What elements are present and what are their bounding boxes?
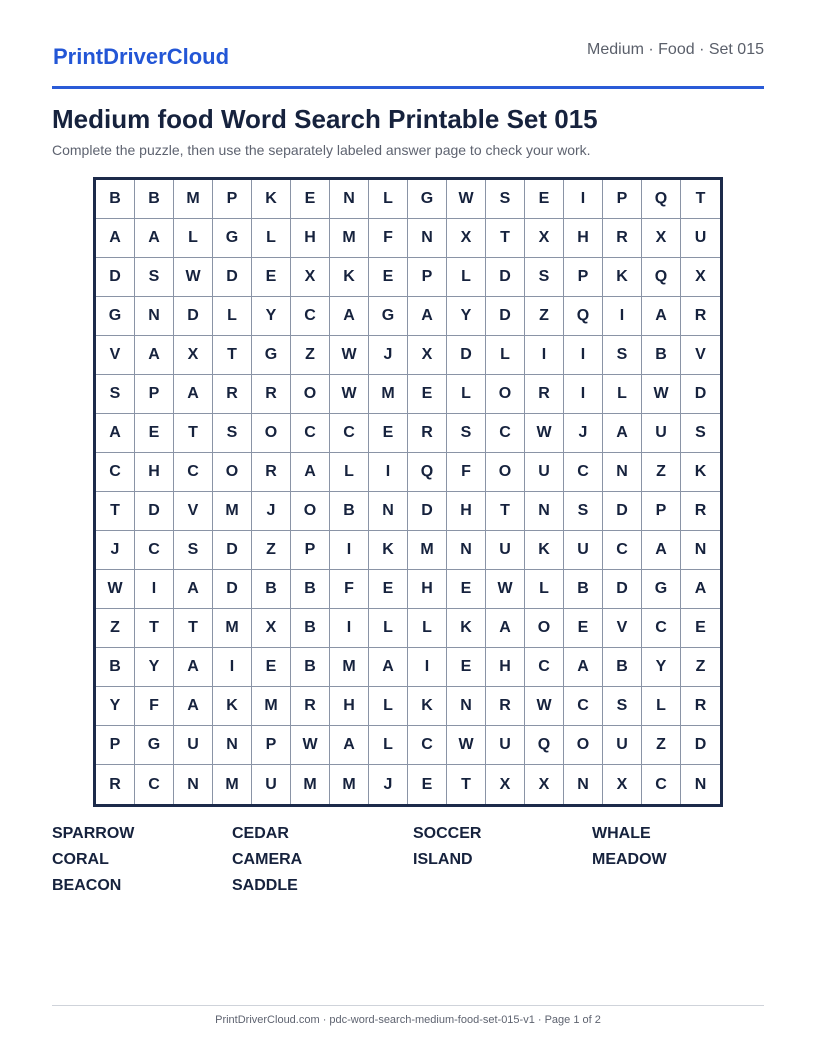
grid-cell: Y [447, 297, 486, 336]
grid-cell: N [330, 180, 369, 219]
grid-cell: S [486, 180, 525, 219]
grid-cell: X [681, 258, 720, 297]
grid-cell: V [603, 609, 642, 648]
grid-cell: U [603, 726, 642, 765]
grid-cell: L [447, 258, 486, 297]
grid-cell: C [291, 297, 330, 336]
grid-cell: T [681, 180, 720, 219]
grid-cell: D [447, 336, 486, 375]
grid-cell: D [603, 570, 642, 609]
grid-cell: R [681, 297, 720, 336]
grid-cell: B [564, 570, 603, 609]
grid-cell: U [486, 726, 525, 765]
grid-cell: M [408, 531, 447, 570]
grid-cell: A [174, 687, 213, 726]
grid-cell: U [564, 531, 603, 570]
grid-cell: U [681, 219, 720, 258]
grid-cell: U [642, 414, 681, 453]
grid-cell: A [330, 297, 369, 336]
grid-cell: D [135, 492, 174, 531]
grid-cell: E [369, 414, 408, 453]
grid-cell: P [252, 726, 291, 765]
grid-cell: N [135, 297, 174, 336]
grid-cell: Q [642, 258, 681, 297]
grid-cell: O [525, 609, 564, 648]
grid-cell: O [291, 375, 330, 414]
grid-cell: V [174, 492, 213, 531]
grid-cell: P [291, 531, 330, 570]
grid-cell: T [486, 492, 525, 531]
grid-cell: L [252, 219, 291, 258]
grid-cell: R [252, 453, 291, 492]
grid-cell: K [603, 258, 642, 297]
grid-cell: W [174, 258, 213, 297]
grid-cell: C [486, 414, 525, 453]
grid-cell: G [642, 570, 681, 609]
grid-cell: B [291, 648, 330, 687]
grid-cell: H [330, 687, 369, 726]
grid-cell: J [369, 336, 408, 375]
grid-cell: I [330, 531, 369, 570]
grid-cell: N [681, 531, 720, 570]
grid-cell: S [135, 258, 174, 297]
word-list-item: ISLAND [413, 851, 473, 868]
word-list-item: CEDAR [232, 825, 289, 842]
grid-cell: E [447, 648, 486, 687]
grid-cell: H [291, 219, 330, 258]
grid-cell: D [213, 570, 252, 609]
grid-cell: C [525, 648, 564, 687]
grid-cell: C [408, 726, 447, 765]
grid-cell: K [408, 687, 447, 726]
grid-cell: Q [564, 297, 603, 336]
grid-cell: A [291, 453, 330, 492]
grid-cell: M [213, 765, 252, 804]
grid-cell: Y [96, 687, 135, 726]
grid-cell: N [564, 765, 603, 804]
grid-cell: K [213, 687, 252, 726]
grid-cell: W [291, 726, 330, 765]
grid-cell: B [330, 492, 369, 531]
grid-cell: S [213, 414, 252, 453]
page-header [52, 0, 764, 89]
grid-cell: O [213, 453, 252, 492]
grid-cell: S [447, 414, 486, 453]
word-list-item: SPARROW [52, 825, 135, 842]
grid-cell: E [447, 570, 486, 609]
grid-cell: W [525, 414, 564, 453]
grid-cell: S [681, 414, 720, 453]
grid-cell: T [174, 609, 213, 648]
grid-cell: K [330, 258, 369, 297]
grid-cell: L [174, 219, 213, 258]
grid-cell: N [213, 726, 252, 765]
grid-cell: O [291, 492, 330, 531]
grid-cell: I [135, 570, 174, 609]
grid-cell: P [564, 258, 603, 297]
grid-cell: Q [525, 726, 564, 765]
word-search-grid [93, 177, 723, 807]
grid-cell: C [564, 687, 603, 726]
brand-logo[interactable]: PrintDriverCloud [53, 44, 230, 69]
grid-cell: G [213, 219, 252, 258]
grid-cell: N [447, 687, 486, 726]
grid-cell: P [96, 726, 135, 765]
grid-cell: M [213, 492, 252, 531]
grid-cell: Q [642, 180, 681, 219]
grid-cell: L [213, 297, 252, 336]
grid-cell: A [96, 219, 135, 258]
grid-cell: H [408, 570, 447, 609]
grid-cell: E [135, 414, 174, 453]
grid-cell: B [96, 648, 135, 687]
grid-cell: X [642, 219, 681, 258]
grid-cell: A [135, 219, 174, 258]
grid-cell: K [369, 531, 408, 570]
grid-cell: L [486, 336, 525, 375]
grid-cell: J [369, 765, 408, 804]
grid-cell: E [408, 375, 447, 414]
grid-cell: J [96, 531, 135, 570]
grid-cell: I [213, 648, 252, 687]
grid-cell: F [369, 219, 408, 258]
grid-cell: C [564, 453, 603, 492]
grid-cell: Q [408, 453, 447, 492]
grid-cell: X [447, 219, 486, 258]
grid-cell: B [291, 609, 330, 648]
footer-divider [52, 1005, 764, 1006]
grid-cell: D [603, 492, 642, 531]
grid-cell: T [213, 336, 252, 375]
grid-cell: D [408, 492, 447, 531]
grid-cell: C [642, 609, 681, 648]
grid-cell: M [291, 765, 330, 804]
grid-cell: X [525, 765, 564, 804]
page-subtitle: Complete the puzzle, then use the separately labeled answer page to check your work. [52, 142, 591, 158]
grid-cell: I [603, 297, 642, 336]
grid-cell: L [447, 375, 486, 414]
word-list-item: CAMERA [232, 851, 303, 868]
grid-cell: A [369, 648, 408, 687]
grid-cell: H [486, 648, 525, 687]
grid-cell: D [174, 297, 213, 336]
grid-cell: Y [135, 648, 174, 687]
grid-cell: W [447, 180, 486, 219]
grid-cell: W [525, 687, 564, 726]
grid-cell: U [525, 453, 564, 492]
grid-cell: U [252, 765, 291, 804]
grid-cell: D [681, 375, 720, 414]
word-list-item: MEADOW [592, 851, 667, 868]
grid-cell: C [330, 414, 369, 453]
grid-cell: C [642, 765, 681, 804]
grid-cell: A [174, 648, 213, 687]
grid-cell: D [213, 531, 252, 570]
grid-cell: R [603, 219, 642, 258]
grid-cell: M [252, 687, 291, 726]
grid-cell: P [213, 180, 252, 219]
grid-cell: G [135, 726, 174, 765]
grid-cell: I [525, 336, 564, 375]
grid-cell: K [252, 180, 291, 219]
grid-cell: L [408, 609, 447, 648]
grid-cell: L [642, 687, 681, 726]
grid-cell: X [408, 336, 447, 375]
grid-cell: V [96, 336, 135, 375]
grid-cell: E [369, 258, 408, 297]
grid-cell: M [369, 375, 408, 414]
grid-cell: W [330, 336, 369, 375]
grid-cell: K [447, 609, 486, 648]
grid-cell: X [486, 765, 525, 804]
grid-cell: E [525, 180, 564, 219]
grid-cell: C [135, 531, 174, 570]
grid-cell: L [369, 180, 408, 219]
grid-cell: A [486, 609, 525, 648]
grid-cell: A [174, 375, 213, 414]
grid-cell: H [564, 219, 603, 258]
grid-cell: H [447, 492, 486, 531]
grid-cell: T [486, 219, 525, 258]
grid-cell: U [174, 726, 213, 765]
grid-cell: R [525, 375, 564, 414]
grid-cell: X [525, 219, 564, 258]
grid-cell: A [174, 570, 213, 609]
grid-cell: R [681, 687, 720, 726]
grid-cell: I [564, 180, 603, 219]
grid-cell: S [564, 492, 603, 531]
grid-cell: Y [252, 297, 291, 336]
grid-cell: G [408, 180, 447, 219]
grid-cell: X [291, 258, 330, 297]
grid-cell: K [525, 531, 564, 570]
word-list-item: SADDLE [232, 877, 298, 894]
grid-cell: L [525, 570, 564, 609]
grid-cell: E [564, 609, 603, 648]
grid-cell: I [564, 375, 603, 414]
grid-cell: W [330, 375, 369, 414]
grid-cell: J [252, 492, 291, 531]
grid-cell: L [330, 453, 369, 492]
grid-cell: G [369, 297, 408, 336]
grid-cell: C [603, 531, 642, 570]
grid-cell: P [135, 375, 174, 414]
grid-cell: Z [681, 648, 720, 687]
grid-cell: O [486, 453, 525, 492]
grid-cell: M [330, 765, 369, 804]
grid-cell: A [564, 648, 603, 687]
grid-cell: M [174, 180, 213, 219]
grid-cell: Z [525, 297, 564, 336]
grid-cell: S [525, 258, 564, 297]
grid-cell: A [135, 336, 174, 375]
grid-cell: L [369, 609, 408, 648]
grid-cell: G [252, 336, 291, 375]
grid-cell: D [681, 726, 720, 765]
grid-cell: B [135, 180, 174, 219]
grid-cell: L [603, 375, 642, 414]
grid-cell: R [486, 687, 525, 726]
grid-cell: E [291, 180, 330, 219]
grid-cell: T [174, 414, 213, 453]
grid-cell: I [408, 648, 447, 687]
grid-cell: A [642, 531, 681, 570]
word-list-item: CORAL [52, 851, 109, 868]
grid-cell: R [681, 492, 720, 531]
grid-cell: L [369, 687, 408, 726]
grid-cell: S [603, 336, 642, 375]
grid-cell: Y [642, 648, 681, 687]
grid-cell: B [642, 336, 681, 375]
grid-cell: Z [642, 726, 681, 765]
grid-cell: H [135, 453, 174, 492]
grid-cell: R [252, 375, 291, 414]
grid-cell: Z [642, 453, 681, 492]
grid-cell: A [408, 297, 447, 336]
word-list [52, 825, 772, 895]
grid-cell: D [486, 258, 525, 297]
grid-cell: F [330, 570, 369, 609]
grid-cell: B [291, 570, 330, 609]
grid-cell: V [681, 336, 720, 375]
grid-cell: Z [291, 336, 330, 375]
grid-cell: S [603, 687, 642, 726]
grid-cell: N [447, 531, 486, 570]
grid-cell: E [408, 765, 447, 804]
grid-cell: G [96, 297, 135, 336]
grid-cell: D [213, 258, 252, 297]
grid-cell: W [447, 726, 486, 765]
grid-cell: F [135, 687, 174, 726]
grid-cell: Z [252, 531, 291, 570]
grid-cell: U [486, 531, 525, 570]
grid-cell: N [694, 775, 707, 793]
grid-cell: T [96, 492, 135, 531]
grid-cell: O [564, 726, 603, 765]
grid-cell: T [135, 609, 174, 648]
grid-cell: C [96, 453, 135, 492]
grid-cell: D [96, 258, 135, 297]
grid-cell: O [252, 414, 291, 453]
grid-cell: C [174, 453, 213, 492]
grid-cell: C [291, 414, 330, 453]
grid-cell: J [564, 414, 603, 453]
grid-cell: L [369, 726, 408, 765]
grid-cell: O [486, 375, 525, 414]
grid-cell: P [603, 180, 642, 219]
grid-cell: D [486, 297, 525, 336]
grid-cell: X [603, 765, 642, 804]
grid-cell: I [330, 609, 369, 648]
grid-cell: P [642, 492, 681, 531]
grid-cell: A [681, 570, 720, 609]
word-list-item: SOCCER [413, 825, 482, 842]
grid-cell: X [174, 336, 213, 375]
grid-cell: W [642, 375, 681, 414]
grid-cell: I [369, 453, 408, 492]
grid-cell: E [681, 609, 720, 648]
grid-cell: X [252, 609, 291, 648]
grid-cell: W [96, 570, 135, 609]
grid-cell: R [291, 687, 330, 726]
grid-cell: R [408, 414, 447, 453]
grid-cell: M [330, 219, 369, 258]
word-list-item: WHALE [592, 825, 651, 842]
grid-cell: A [96, 414, 135, 453]
grid-cell: S [174, 531, 213, 570]
grid-cell: N [525, 492, 564, 531]
grid-cell: N [408, 219, 447, 258]
grid-cell: M [330, 648, 369, 687]
grid-cell: T [447, 765, 486, 804]
grid-cell: A [603, 414, 642, 453]
grid-cell: B [603, 648, 642, 687]
grid-cell: E [252, 258, 291, 297]
grid-cell: Z [96, 609, 135, 648]
grid-cell: N [369, 492, 408, 531]
grid-cell: I [564, 336, 603, 375]
grid-cell: A [330, 726, 369, 765]
grid-cell: M [213, 609, 252, 648]
grid-cell: K [681, 453, 720, 492]
grid-cell: E [369, 570, 408, 609]
grid-cell: W [486, 570, 525, 609]
page-title: Medium food Word Search Printable Set 015 [52, 104, 598, 134]
grid-cell: R [213, 375, 252, 414]
grid-cell: R [96, 765, 135, 804]
grid-cell: P [408, 258, 447, 297]
grid-cell: E [252, 648, 291, 687]
grid-cell: C [135, 765, 174, 804]
grid-cell: N [174, 765, 213, 804]
grid-cell: A [642, 297, 681, 336]
page-footer: PrintDriverCloud.com · pdc-word-search-medium-food-set-015-v1 · Page 1 of 2 [215, 1014, 601, 1026]
grid-cell: B [252, 570, 291, 609]
grid-cell: S [96, 375, 135, 414]
grid-cell: N [603, 453, 642, 492]
grid-cell: F [447, 453, 486, 492]
word-list-item: BEACON [52, 877, 122, 894]
puzzle-meta: Medium · Food · Set 015 [587, 41, 764, 58]
grid-cell: B [96, 180, 135, 219]
